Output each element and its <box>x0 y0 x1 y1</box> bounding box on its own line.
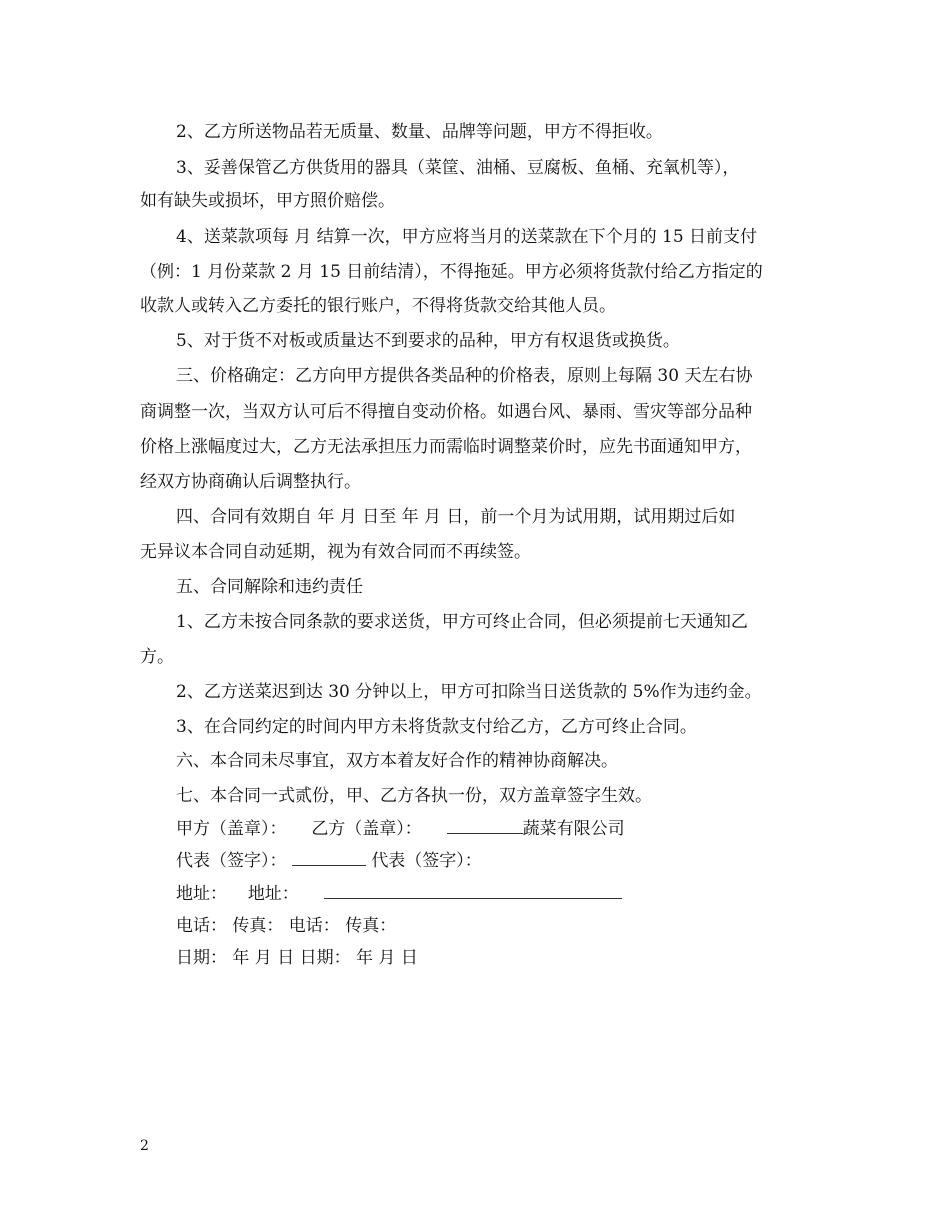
clause-2-2: 2、乙方所送物品若无质量、数量、品牌等问题，甲方不得拒收。 <box>176 122 663 142</box>
clause-5-2: 2、乙方送菜迟到达 30 分钟以上，甲方可扣除当日送货款的 5%作为违约金。 <box>176 682 762 702</box>
clause-5-3: 3、在合同约定的时间内甲方未将货款支付给乙方，乙方可终止合同。 <box>176 717 697 737</box>
clause-5-heading: 五、合同解除和违约责任 <box>176 577 363 597</box>
seal-line <box>176 815 625 841</box>
date-line: 日期： 年 月 日 日期： 年 月 日 <box>176 948 418 968</box>
clause-2-4-line-1: 4、送菜款项每 月 结算一次，甲方应将当月的送菜款在下个月的 15 日前支付 <box>176 227 758 247</box>
clause-2-3-line-2: 如有缺失或损坏，甲方照价赔偿。 <box>140 191 395 211</box>
clause-4-line-2: 无异议本合同自动延期，视为有效合同而不再续签。 <box>140 542 531 562</box>
address-b-label: 地址： <box>247 884 299 904</box>
clause-2-4-line-2: （例：1 月份菜款 2 月 15 日前结清），不得拖延。甲方必须将货款付给乙方指定的 <box>140 262 763 282</box>
address-blank[interactable] <box>324 880 622 899</box>
clause-6: 六、本合同未尽事宜，双方本着友好合作的精神协商解决。 <box>176 751 618 771</box>
clause-3-line-3: 价格上涨幅度过大，乙方无法承担压力而需临时调整菜价时，应先书面通知甲方， <box>140 437 752 457</box>
clause-2-5: 5、对于货不对板或质量达不到要求的品种，甲方有权退货或换货。 <box>176 331 680 351</box>
address-a-label: 地址： <box>176 884 227 904</box>
clause-4-line-1: 四、合同有效期自 年 月 日至 年 月 日，前一个月为试用期，试用期过后如 <box>176 507 736 527</box>
address-line <box>176 880 622 906</box>
clause-3-line-2: 商调整一次，当双方认可后不得擅自变动价格。如遇台风、暴雨、雪灾等部分品种 <box>140 402 752 422</box>
clause-2-4-line-3: 收款人或转入乙方委托的银行账户，不得将货款交给其他人员。 <box>140 296 616 316</box>
representative-b-label: 代表（签字）： <box>371 851 482 871</box>
clause-3-line-4: 经双方协商确认后调整执行。 <box>140 472 361 492</box>
company-name-blank[interactable] <box>447 815 523 834</box>
party-b-seal-label: 乙方（盖章）： <box>311 819 422 839</box>
clause-2-3-line-1: 3、妥善保管乙方供货用的器具（菜筐、油桶、豆腐板、鱼桶、充氧机等）， <box>176 158 740 178</box>
company-suffix: 蔬菜有限公司 <box>522 819 625 839</box>
representative-a-label: 代表（签字）： <box>176 851 287 871</box>
clause-7: 七、本合同一式贰份，甲、乙方各执一份，双方盖章签字生效。 <box>176 786 652 806</box>
page-number: 2 <box>140 1138 149 1154</box>
clause-5-1-line-1: 1、乙方未按合同条款的要求送货，甲方可终止合同，但必须提前七天通知乙 <box>176 612 748 632</box>
party-a-seal-label: 甲方（盖章）： <box>176 819 287 839</box>
clause-3-line-1: 三、价格确定：乙方向甲方提供各类品种的价格表，原则上每隔 30 天左右协 <box>176 366 753 386</box>
phone-fax-line: 电话： 传真： 电话： 传真： <box>176 916 397 936</box>
clause-5-1-line-2: 方。 <box>140 647 174 667</box>
representative-a-blank[interactable] <box>292 847 366 866</box>
representative-line <box>176 847 482 873</box>
